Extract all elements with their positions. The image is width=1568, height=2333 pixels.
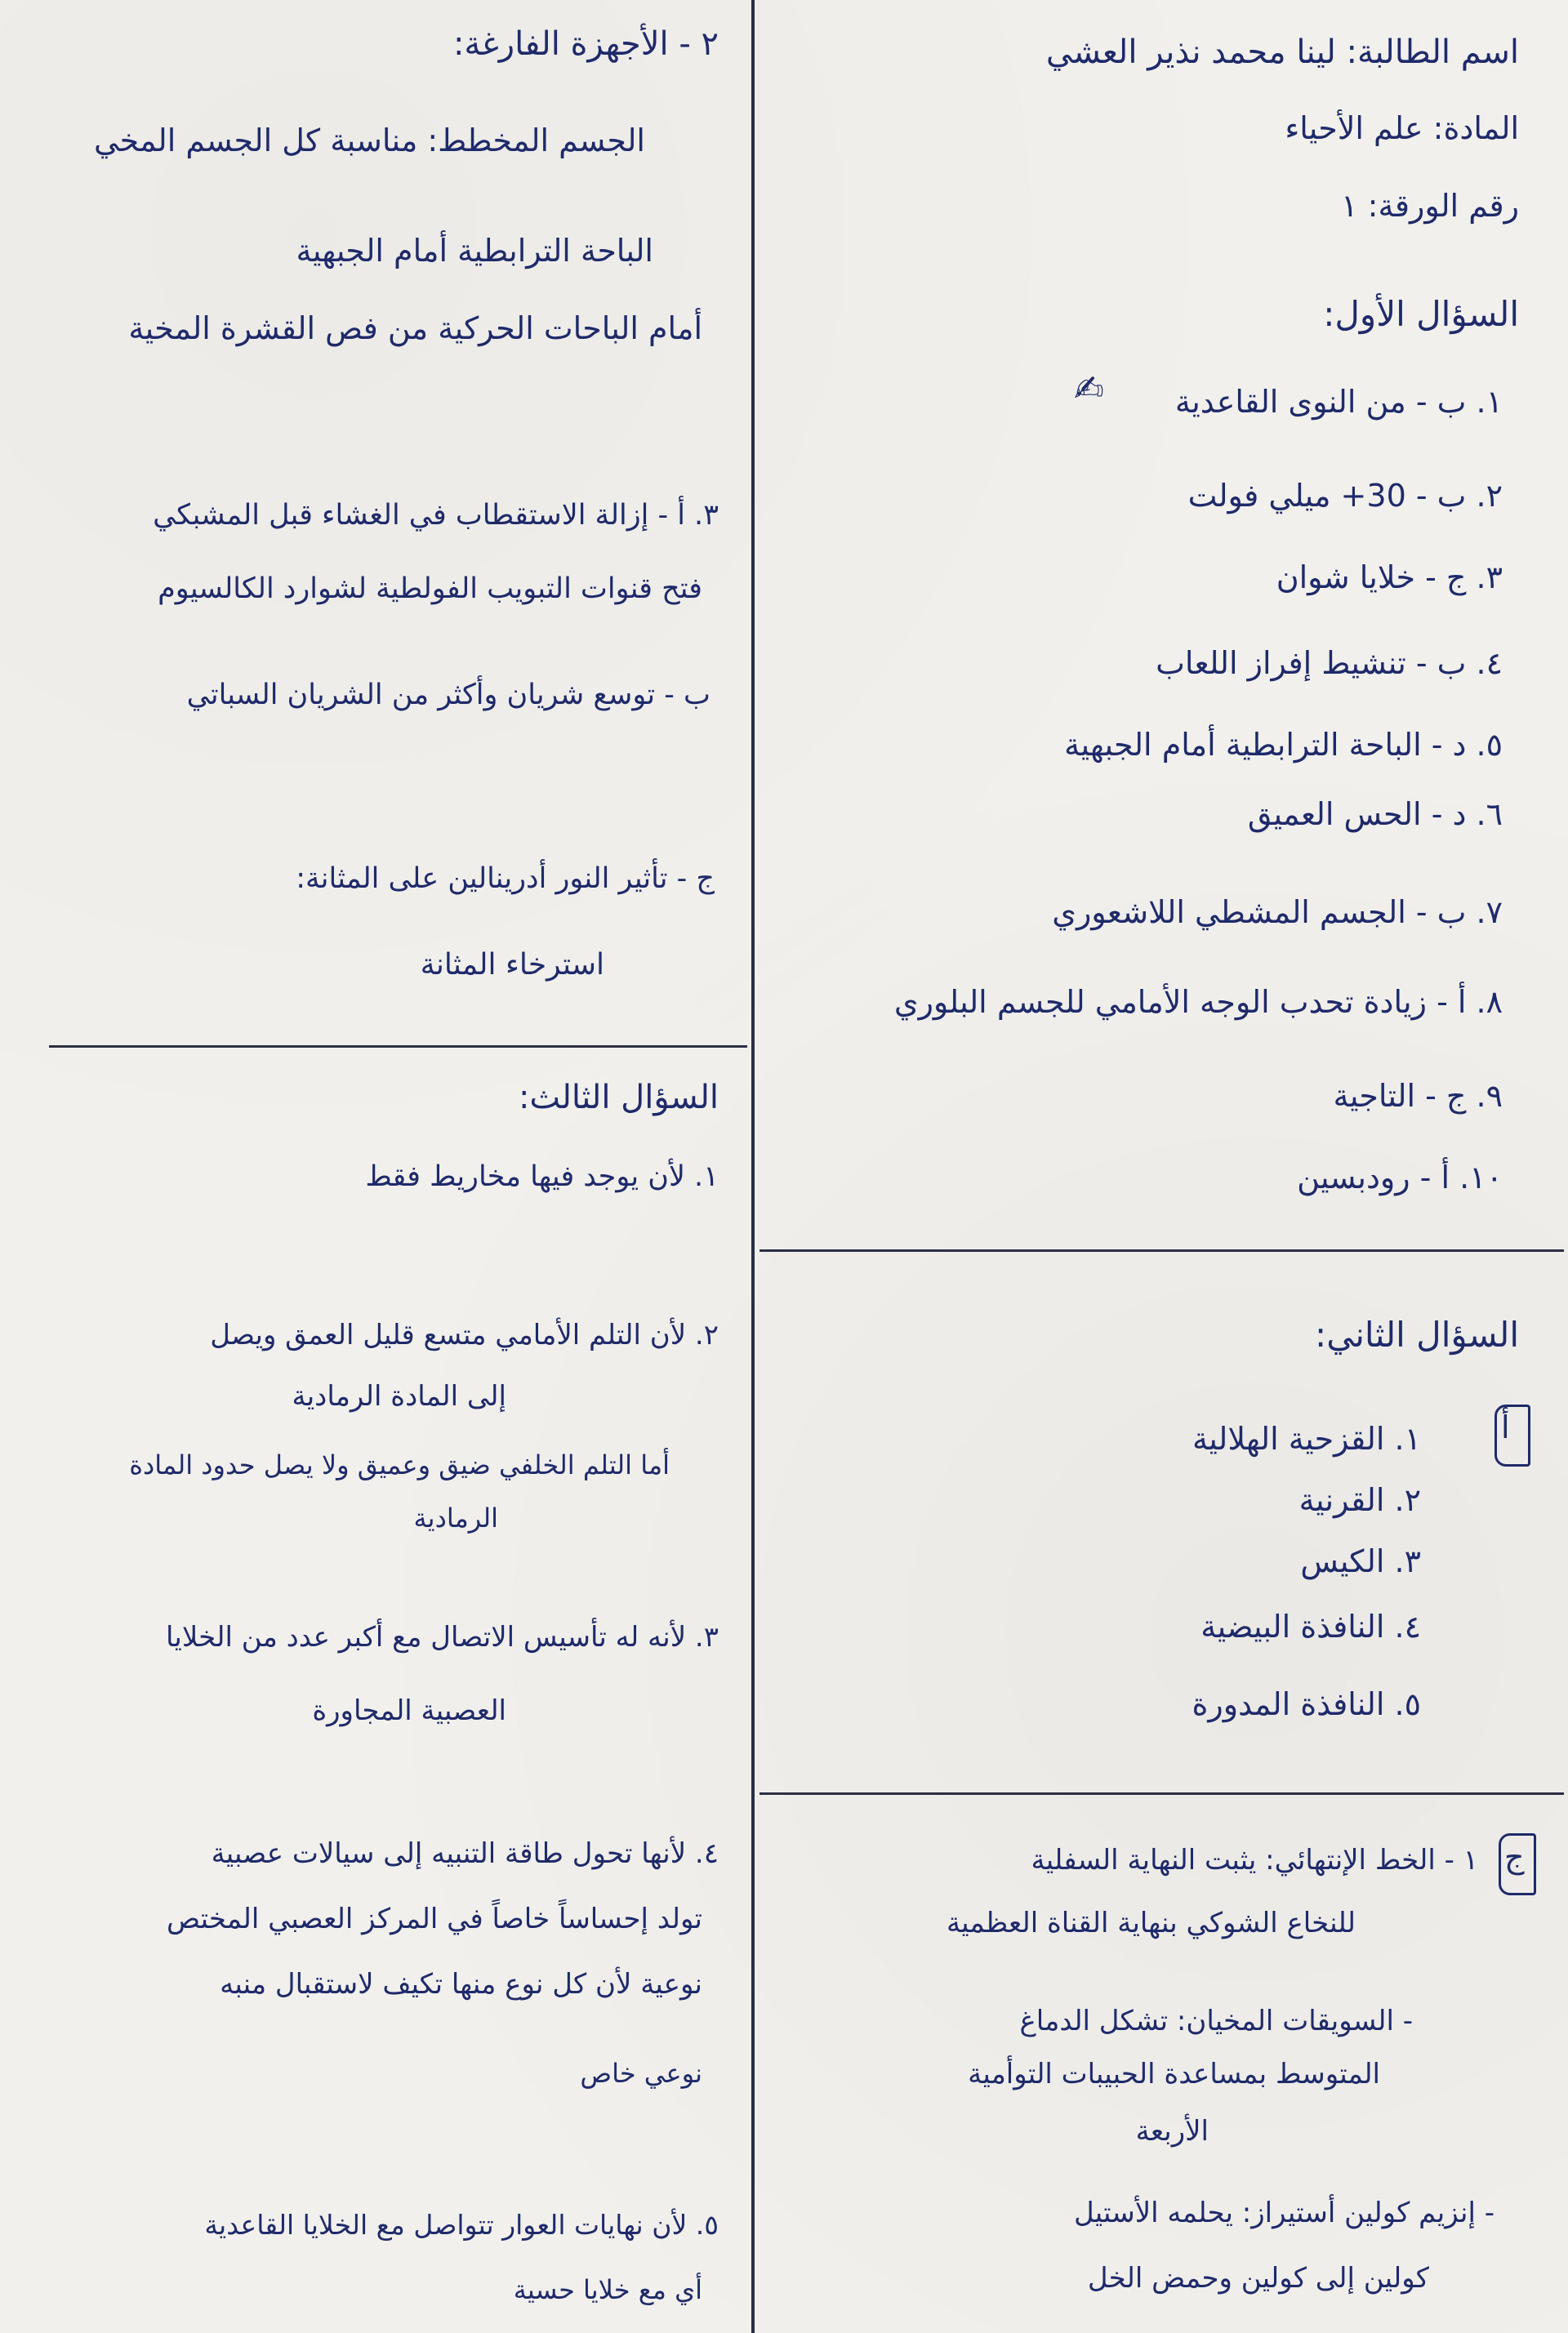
q1-answer: ٦. د - الحس العميق (1247, 796, 1503, 832)
center-divider (751, 0, 755, 2333)
q2c-line: - السويقات المخيان: تشكل الدماغ (1019, 2005, 1413, 2037)
q2d-line: استرخاء المثانة (420, 948, 604, 982)
q2b-line: الجسم المخطط: مناسبة كل الجسم المخي (93, 122, 645, 158)
q3-line: الرمادية (413, 1503, 498, 1534)
q2-title: السؤال الثاني: (1315, 1315, 1519, 1355)
q1-title: السؤال الأول: (1323, 294, 1519, 334)
q2c-line: كولين إلى كولين وحمض الخل (1087, 2262, 1429, 2295)
q1-answer: ٨. أ - زيادة تحدب الوجه الأمامي للجسم البلوري (893, 984, 1503, 1020)
q3-line: نوعية لأن كل نوع منها تكيف لاستقبال منبه (220, 1968, 702, 2001)
q2-item: ٤. النافذة البيضية (1200, 1609, 1421, 1645)
q1-answer: ١٠. أ - رودبسين (1297, 1160, 1503, 1195)
q2c-line: المتوسط بمساعدة الحبيبات التوأمية (968, 2058, 1380, 2090)
q2c-marker: ج (1504, 1839, 1525, 1875)
q3-line: تولد إحساساً خاصاً في المركز العصبي المختص (166, 1903, 702, 1935)
q2-marker: أ (1501, 1409, 1510, 1445)
q2-item: ٣. الكيس (1300, 1543, 1421, 1579)
q2-item: ٢. القرنية (1298, 1482, 1421, 1518)
q1-answer: ٢. ب - 30+ ميلي فولت (1187, 478, 1503, 514)
student-name: اسم الطالبة: لينا محمد نذير العشي (1045, 33, 1519, 71)
q3-line: أي مع خلايا حسية (513, 2274, 702, 2305)
q1-answer: ٣. ج - خلايا شوان (1276, 559, 1503, 595)
q2d-line: ٣. أ - إزالة الاستقطاب في الغشاء قبل المشبكي (153, 499, 719, 532)
q2-item: ١. القزحية الهلالية (1192, 1421, 1421, 1457)
q3-line: ١. لأن يوجد فيها مخاريط فقط (365, 1160, 719, 1193)
q3-line: ٥. لأن نهايات العوار تتواصل مع الخلايا القاعدية (204, 2209, 719, 2241)
q2b-line: أمام الباحات الحركية من فص القشرة المخية (128, 310, 702, 346)
q2c-line: - إنزيم كولين أستيراز: يحلمه الأستيل (1074, 2197, 1494, 2229)
q2c-line: الأربعة (1135, 2115, 1209, 2148)
q2d-line: فتح قنوات التبويب الفولطية لشوارد الكالسيوم (158, 572, 702, 605)
q1-answer: ١. ب - من النوى القاعدية (1174, 384, 1503, 420)
q2c-line: للنخاع الشوكي بنهاية القناة العظمية (946, 1907, 1356, 1939)
q1-answer: ٩. ج - التاجية (1333, 1078, 1503, 1114)
scribble-mark-icon: ✍ (1074, 368, 1104, 410)
q2-item: ٥. النافذة المدورة (1192, 1686, 1421, 1722)
q1-answer: ٤. ب - تنشيط إفراز اللعاب (1156, 645, 1503, 681)
q3-line: إلى المادة الرمادية (292, 1380, 506, 1413)
sheet-number: رقم الورقة: ١ (1341, 188, 1519, 224)
right-divider-2 (760, 1792, 1564, 1795)
q3-line: ٢. لأن التلم الأمامي متسع قليل العمق ويصل (210, 1319, 719, 1351)
q3-title: السؤال الثالث: (518, 1079, 719, 1116)
q2-marker-box (1494, 1405, 1530, 1467)
q2c-line: ١ - الخط الإنتهائي: يثبت النهاية السفلية (1031, 1844, 1478, 1877)
q1-answer: ٧. ب - الجسم المشطي اللاشعوري (1052, 894, 1503, 930)
right-divider-1 (760, 1249, 1564, 1252)
q2b-line: الباحة الترابطية أمام الجبهية (296, 233, 653, 269)
q3-line: نوعي خاص (580, 2058, 702, 2089)
q1-answer: ٥. د - الباحة الترابطية أمام الجبهية (1064, 727, 1503, 763)
q2d-line: ب - توسع شريان وأكثر من الشريان السباتي (186, 679, 710, 711)
q3-line: أما التلم الخلفي ضيق وعميق ولا يصل حدود المادة (129, 1449, 670, 1480)
q2d-line: ج - تأثير النور أدرينالين على المثانة: (296, 862, 715, 895)
left-divider-1 (49, 1045, 747, 1048)
q2b-title: ٢ - الأجهزة الفارغة: (452, 25, 719, 63)
q3-line: ٣. لأنه له تأسيس الاتصال مع أكبر عدد من الخلايا (166, 1621, 719, 1654)
q3-line: ٤. لأنها تحول طاقة التنبيه إلى سيالات عصبية (211, 1837, 719, 1870)
q3-line: العصبية المجاورة (312, 1694, 506, 1727)
subject: المادة: علم الأحياء (1285, 110, 1519, 146)
